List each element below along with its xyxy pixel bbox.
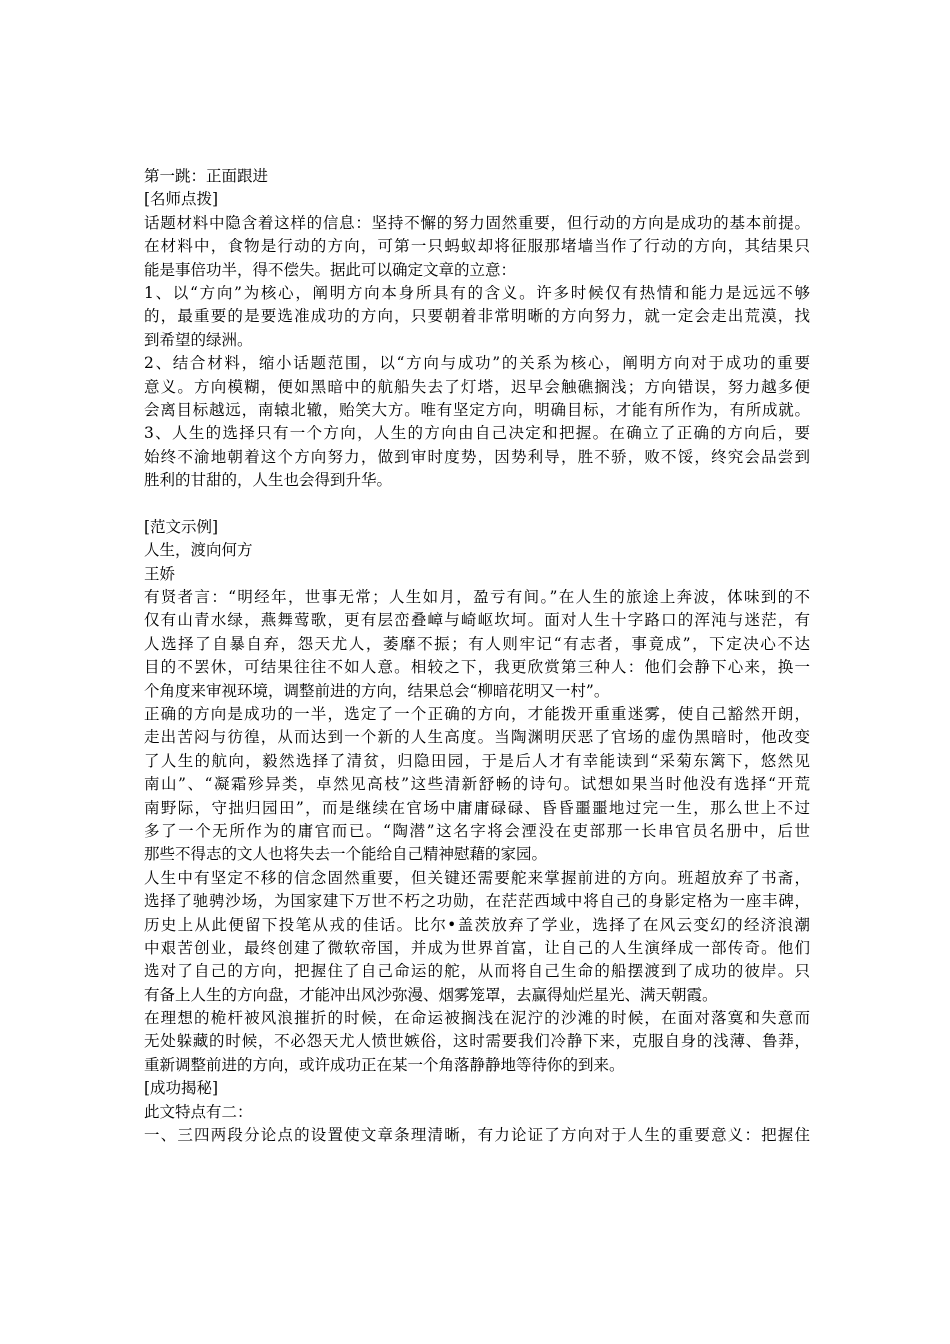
text-line: 此文特点有二： [144,1102,253,1121]
text-line: 走出苦闷与彷徨，从而达到一个新的人生高度。当陶渊明厌恶了官场的虚伪黑暗时，他改变 [144,728,810,747]
text-line: 了人生的航向，毅然选择了清贫，归隐田园，于是后人才有幸能读到“采菊东篱下，悠然见 [144,751,810,770]
text-line: 目的不罢休，可结果往往不如人意。相较之下，我更欣赏第三种人：他们会静下心来，换一 [144,658,810,677]
text-line: 重新调整前进的方向，或许成功正在某一个角落静静地等待你的到来。 [144,1055,625,1074]
text-line: 人选择了自暴自弃，怨天尤人，萎靡不振；有人则牢记“有志者，事竟成”，下定决心不达 [144,634,810,653]
text-line: 多了一个无所作为的庸官而已。“陶潜”这名字将会湮没在吏部那一长串官员名册中，后世 [144,821,810,840]
text-line: 仅有山青水绿，燕舞莺歌，更有层峦叠嶂与崎岖坎坷。面对人生十字路口的浑沌与迷茫，有 [144,611,810,630]
text-line: 人生，渡向何方 [144,541,253,560]
text-line: 会离目标越远，南辕北辙，贻笑大方。唯有坚定方向，明确目标，才能有所作为，有所成就。 [144,400,810,419]
text-line: 个角度来审视环境，调整前进的方向，结果总会“柳暗花明又一村”。 [144,681,610,700]
text-line: 那些不得志的文人也将失去一个能给自己精神慰藉的家园。 [144,845,548,864]
text-line: 南山”、“凝霜殄异类，卓然见高枝”这些清新舒畅的诗句。试想如果当时他没有选择“开荒 [144,775,810,794]
text-line: 一、三四两段分论点的设置使文章条理清晰，有力论证了方向对于人生的重要意义：把握住 [144,1126,810,1145]
text-line: [范文示例] [144,517,219,536]
text-line: 1、以“方向”为核心，阐明方向本身所具有的含义。许多时候仅有热情和能力是远远不够 [144,283,810,302]
text-line: 选择了驰骋沙场，为国家建下万世不朽之功勋，在茫茫西域中将自己的身影定格为一座丰碑， [144,892,810,911]
text-line: 人生中有坚定不移的信念固然重要，但关键还需要舵来掌握前进的方向。班超放弃了书斋， [144,868,810,887]
text-line: 选对了自己的方向，把握住了自己命运的舵，从而将自己生命的船摆渡到了成功的彼岸。只 [144,962,810,981]
text-line: 第一跳：正面跟进 [144,167,269,185]
text-line: 南野际，守拙归园田”，而是继续在官场中庸庸碌碌、昏昏噩噩地过完一生，那么世上不过 [144,798,810,817]
text-line: 王娇 [144,564,176,583]
text-line: 在理想的桅杆被风浪摧折的时候，在命运被搁浅在泥泞的沙滩的时候，在面对落寞和失意而 [144,1009,810,1028]
document-body [144,165,810,1147]
text-line: 3、人生的选择只有一个方向，人生的方向由自己决定和把握。在确立了正确的方向后，要 [144,424,810,443]
text-line: 始终不渝地朝着这个方向努力，做到审时度势，因势利导，胜不骄，败不馁，终究会品尝到 [144,447,810,466]
text-line: [名师点拨] [144,190,219,209]
text-line: 胜利的甘甜的，人生也会得到升华。 [144,471,393,490]
text-line: 在材料中，食物是行动的方向，可第一只蚂蚁却将征服那堵墙当作了行动的方向，其结果只 [144,237,810,256]
text-line: 能是事倍功半，得不偿失。据此可以确定文章的立意： [144,260,517,279]
text-line: 有备上人生的方向盘，才能冲出风沙弥漫、烟雾笼罩，去赢得灿烂星光、满天朝霞。 [144,985,718,1004]
blank-line [144,492,810,515]
text-line: 话题材料中隐含着这样的信息：坚持不懈的努力固然重要，但行动的方向是成功的基本前提。 [144,213,810,232]
text-line: 中艰苦创业，最终创建了微软帝国，并成为世界首富，让自己的人生演绎成一部传奇。他们 [144,938,810,957]
text-line: [成功揭秘] [144,1079,219,1098]
text-line: 历史上从此便留下投笔从戎的佳话。比尔•盖茨放弃了学业，选择了在风云变幻的经济浪潮 [144,915,810,934]
text-line: 2、结合材料，缩小话题范围，以“方向与成功”的关系为核心，阐明方向对于成功的重要 [144,354,810,373]
text-line: 无处躲藏的时候，不必怨天尤人愤世嫉俗，这时需要我们冷静下来，克服自身的浅薄、鲁莽， [144,1032,810,1051]
text-line: 意义。方向模糊，便如黑暗中的航船失去了灯塔，迟早会触礁搁浅；方向错误，努力越多便 [144,377,810,396]
text-line: 到希望的绿洲。 [144,330,253,349]
text-line: 正确的方向是成功的一半，选定了一个正确的方向，才能拨开重重迷雾，使自己豁然开朗， [144,704,810,723]
text-line: 有贤者言：“明经年，世事无常；人生如月，盈亏有间。”在人生的旅途上奔波，体味到的不 [144,588,810,607]
text-line: 的，最重要的是要选准成功的方向，只要朝着非常明晰的方向努力，就一定会走出荒漠，找 [144,307,810,326]
